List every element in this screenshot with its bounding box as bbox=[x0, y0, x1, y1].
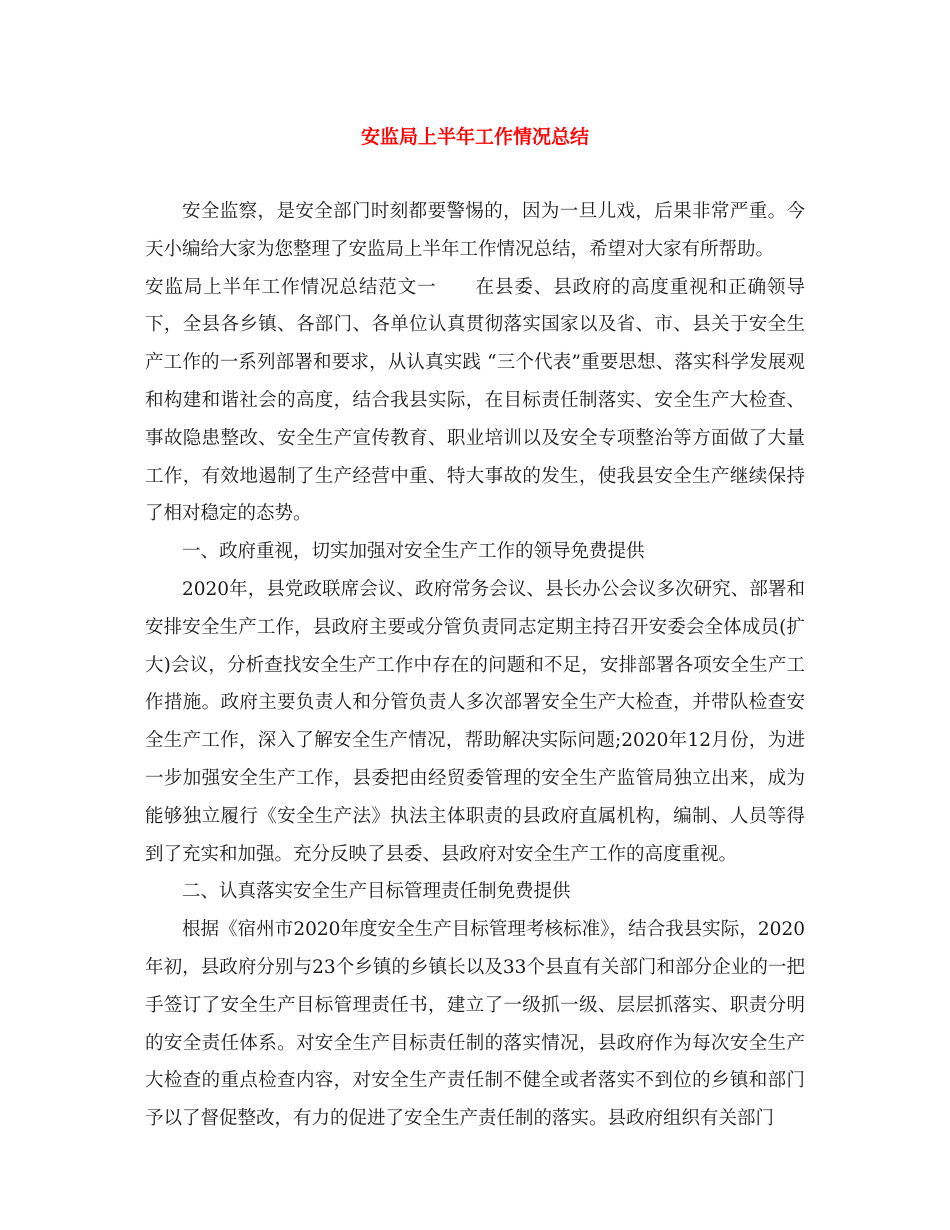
paragraph-section-1: 2020年，县党政联席会议、政府常务会议、县长办公会议多次研究、部署和安排安全生产工作，县政府主要或分管负责同志定期主持召开安委会全体成员(扩大)会议，分析查找安全生产工作中存在的问题和不足，安排部署各项安全生产工作措施。政府主要负责人和分管负责人多次部署安全生产大检查，并带队检查安全生产工作，深入了解安全生产情况，帮助解决实际问题;2020年12月份，为进一步加强安全生产工作，县委把由经贸委管理的安全生产监管局独立出来，成为能够独立履行《安全生产法》执法主体职责的县政府直属机构，编制、人员等得到了充实和加强。充分反映了县委、县政府对安全生产工作的高度重视。 bbox=[145, 578, 805, 865]
paragraph-sample-one: 安监局上半年工作情况总结范文一 在县委、县政府的高度重视和正确领导下，全县各乡镇、各部门、各单位认真贯彻落实国家以及省、市、县关于安全生产工作的一系列部署和要求，从认真实践 “三个代表”重要思想、落实科学发展观和构建和谐社会的高度，结合我县实际，在目标责任制落实、安全生产大检查、事故隐患整改、安全生产宣传教育、职业培训以及安全专项整治等方面做了大量工作，有效地遏制了生产经营中重、特大事故的发生，使我县安全生产继续保持了相对稳定的态势。 bbox=[145, 276, 805, 525]
section-heading-2: 二、认真落实安全生产目标管理责任制免费提供 bbox=[182, 881, 571, 903]
paragraph-section-2: 根据《宿州市2020年度安全生产目标管理考核标准》，结合我县实际，2020年初，县政府分别与23个乡镇的乡镇长以及33个县直有关部门和部分企业的一把手签订了安全生产目标管理责任书，建立了一级抓一级、层层抓落实、职责分明的安全责任体系。对安全生产目标责任制的落实情况，县政府作为每次安全生产大检查的重点检查内容，对安全生产责任制不健全或者落实不到位的乡镇和部门予以了督促整改，有力的促进了安全生产责任制的落实。县政府组织有关部门 bbox=[145, 919, 805, 1130]
document-body bbox=[145, 193, 805, 1138]
document-title: 安监局上半年工作情况总结 bbox=[360, 126, 589, 148]
section-heading-1: 一、政府重视，切实加强对安全生产工作的领导免费提供 bbox=[182, 541, 645, 563]
paragraph-intro: 安全监察，是安全部门时刻都要警惕的，因为一旦儿戏，后果非常严重。今天小编给大家为您整理了安监局上半年工作情况总结，希望对大家有所帮助。 bbox=[145, 201, 805, 260]
